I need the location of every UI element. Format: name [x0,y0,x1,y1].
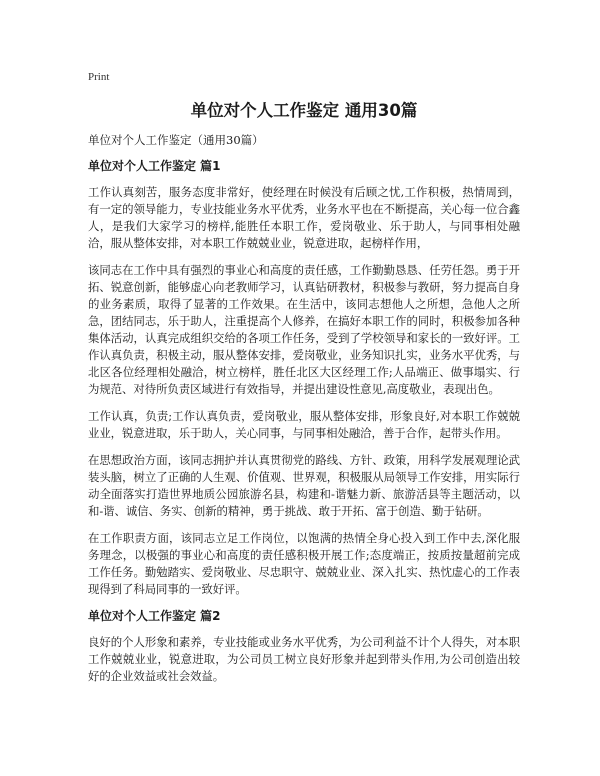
document-subtitle: 单位对个人工作鉴定（通用30篇） [88,133,264,147]
paragraph: 工作认真刻苦，服务态度非常好，使经理在时候没有后顾之忧,工作积极，热情周到，有一定的领导能力，专业技能业务水平优秀，业务水平也在不断提高，关心每一位合鑫人，是我们大家学习的榜样,能胜任本职工作，爱岗敬业、乐于助人，与同事相处融洽，服从整体安排，对本职工作兢兢业业，锐意进取，起榜样作用， [88,185,520,250]
section-1 [88,158,520,598]
paragraph: 该同志在工作中具有强烈的事业心和高度的责任感，工作勤勤恳恳、任劳任怨。勇于开拓、锐意创新，能够虚心向老教师学习，认真钻研教材，积极参与教研，努力提高自身的业务素质，取得了显著的工作效果。在生活中，该同志想他人之所想，急他人之所急，团结同志，乐于助人，注重提高个人修养，在搞好本职工作的同时，积极参加各种集体活动，认真完成组织交给的各项工作任务，受到了学校领导和家长的一致好评。工作认真负责，积极主动，服从整体安排，爱岗敬业，业务知识扎实，业务水平优秀，与北区各位经理相处融洽，树立榜样，胜任北区大区经理工作;人品端正、做事塌实、行为规范、对待所负责区域进行有效指导，并提出建设性意见,高度敬业，表现出色。 [88,263,520,396]
document-page [88,70,520,695]
paragraph: 工作认真，负责;工作认真负责，爱岗敬业，服从整体安排，形象良好,对本职工作兢兢业业，锐意进取，乐于助人，关心同事，与同事相处融洽，善于合作，起带头作用。 [88,409,520,440]
paragraph: 在思想政治方面，该同志拥护并认真贯彻党的路线、方针、政策，用科学发展观理论武装头脑，树立了正确的人生观、价值观、世界观，积极服从局领导工作安排，用实际行动全面落实打造世界地质公园旅游名县，构建和-谐魅力新、旅游活县等主题活动，以和-谐、诚信、务实、创新的精神，勇于挑战、敢于开拓、富于创造、勤于钻研。 [88,453,520,518]
section-2 [88,608,520,685]
print-label: Print [88,71,110,83]
paragraph: 良好的个人形象和素养，专业技能或业务水平优秀，为公司利益不计个人得失，对本职工作兢兢业业，锐意进取，为公司员工树立良好形象并起到带头作用,为公司创造出较好的企业效益或社会效益。 [88,635,520,683]
section-heading: 单位对个人工作鉴定 篇1 [88,159,221,173]
paragraph: 在工作职责方面，该同志立足工作岗位，以饱满的热情全身心投入到工作中去,深化服务理念，以极强的事业心和高度的责任感积极开展工作;态度端正，按质按量超前完成工作任务。勤勉踏实、爱岗敬业、尽忠职守、兢兢业业、深入扎实、热忱虚心的工作表现得到了科局同事的一致好评。 [88,531,520,596]
section-heading: 单位对个人工作鉴定 篇2 [88,609,221,623]
document-title: 单位对个人工作鉴定 通用30篇 [190,101,418,120]
